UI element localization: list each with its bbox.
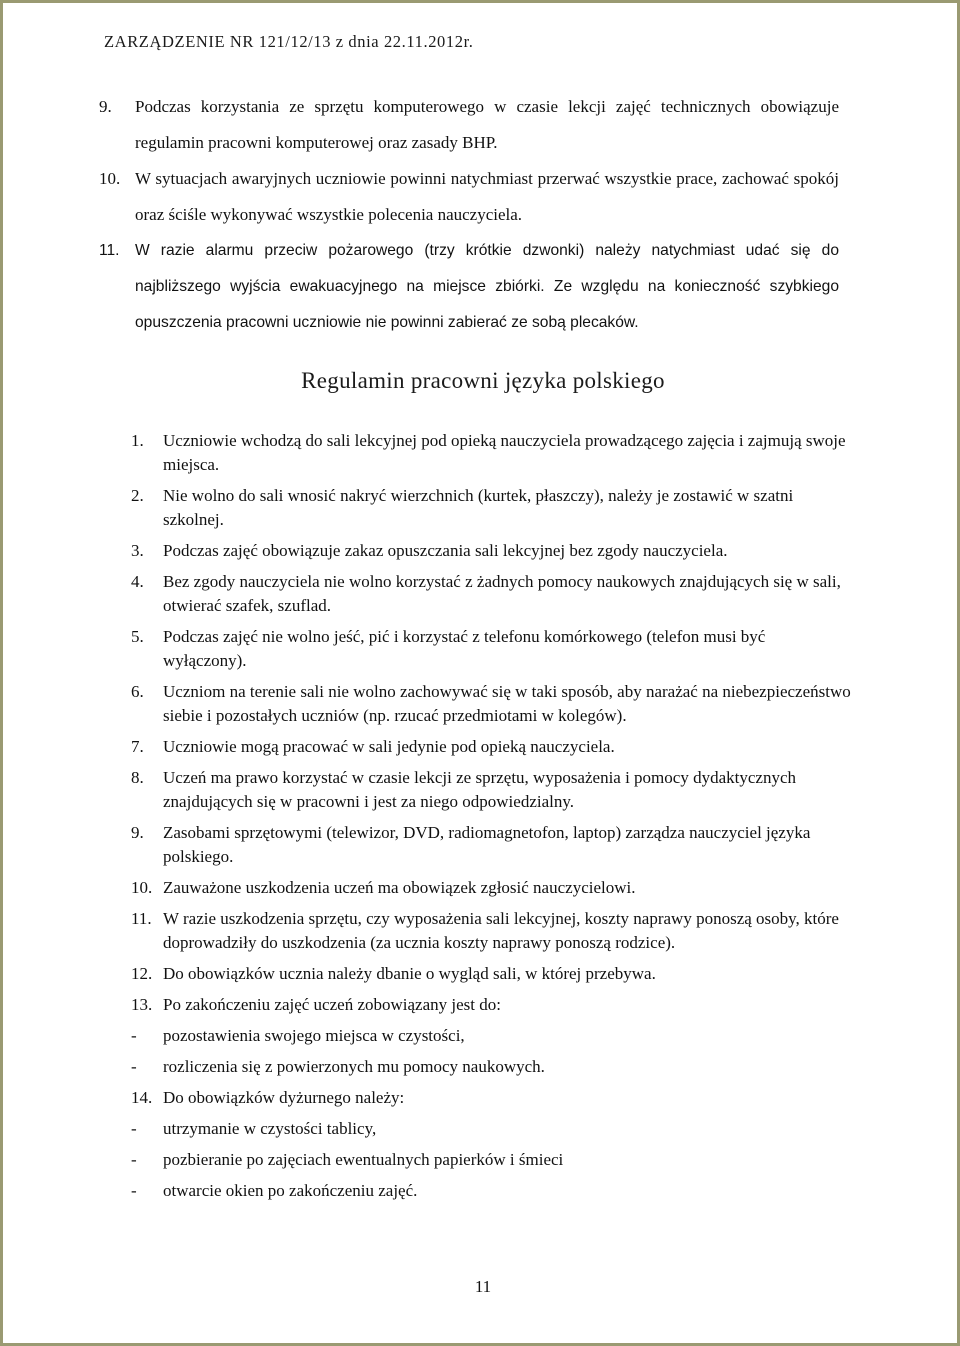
rule-text: Uczniowie mogą pracować w sali jedynie pod opieką nauczyciela.	[163, 737, 615, 756]
rule-number: 4.	[131, 572, 144, 591]
rule-item	[131, 625, 851, 673]
rule-bullet: -	[131, 1150, 137, 1169]
rule-number: 6.	[131, 682, 144, 701]
rule-item	[131, 570, 851, 618]
rule-text: Po zakończeniu zajęć uczeń zobowiązany jest do:	[163, 995, 501, 1014]
section-title: Regulamin pracowni języka polskiego	[301, 368, 665, 393]
rule-text: pozostawienia swojego miejsca w czystości,	[163, 1026, 465, 1045]
rule-number: 13.	[131, 995, 153, 1014]
rule-text: Uczniom na terenie sali nie wolno zachowywać się w taki sposób, aby narażać na niebezpieczeństwo siebie i pozostałych uczniów (np. rzucać przedmiotami w kolegów).	[163, 682, 851, 725]
rule-item	[131, 907, 851, 955]
list-item-text: W sytuacjach awaryjnych uczniowie powinni natychmiast przerwać wszystkie prace, zachować spokój oraz ściśle wykonywać wszystkie polecenia nauczyciela.	[135, 169, 839, 224]
rule-text: pozbieranie po zajęciach ewentualnych papierków i śmieci	[163, 1150, 564, 1169]
rule-text: Zauważone uszkodzenia uczeń ma obowiązek zgłosić nauczycielowi.	[163, 878, 636, 897]
rule-item	[131, 962, 851, 986]
rule-number: 7.	[131, 737, 144, 756]
rule-item	[131, 539, 851, 563]
rule-bullet: -	[131, 1181, 137, 1200]
rule-item	[131, 821, 851, 869]
rule-item	[131, 1086, 851, 1110]
rule-text: Uczniowie wchodzą do sali lekcyjnej pod opieką nauczyciela prowadzącego zajęcia i zajmują swoje miejsca.	[163, 431, 846, 474]
rule-subitem	[131, 1148, 851, 1172]
rule-subitem	[131, 1055, 851, 1079]
page-number: 11	[474, 1277, 492, 1296]
rule-number: 12.	[131, 964, 153, 983]
rule-number: 3.	[131, 541, 144, 560]
rule-text: Do obowiązków ucznia należy dbanie o wygląd sali, w której przebywa.	[163, 964, 656, 983]
rule-item	[131, 735, 851, 759]
rules-list	[131, 429, 851, 1210]
list-item	[99, 161, 839, 233]
rule-subitem	[131, 1024, 851, 1048]
rule-item	[131, 680, 851, 728]
rule-text: Bez zgody nauczyciela nie wolno korzystać z żadnych pomocy naukowych znajdujących się w sali, otwierać szafek, szuflad.	[163, 572, 841, 615]
rule-text: utrzymanie w czystości tablicy,	[163, 1119, 377, 1138]
rule-subitem	[131, 1117, 851, 1141]
list-item-text: Podczas korzystania ze sprzętu komputerowego w czasie lekcji zajęć technicznych obowiązuje regulamin pracowni komputerowej oraz zasady BHP.	[135, 97, 839, 152]
rule-number: 9.	[131, 823, 144, 842]
rule-number: 14.	[131, 1088, 153, 1107]
list-item-number: 10.	[99, 169, 121, 188]
rule-text: Zasobami sprzętowymi (telewizor, DVD, radiomagnetofon, laptop) zarządza nauczyciel języka polskiego.	[163, 823, 811, 866]
rule-item	[131, 993, 851, 1017]
rule-item	[131, 876, 851, 900]
list-item-number: 11.	[99, 242, 120, 259]
rule-text: Uczeń ma prawo korzystać w czasie lekcji ze sprzętu, wyposażenia i pomocy dydaktycznych znajdujących się w pracowni i jest za niego odpowiedzialny.	[163, 768, 796, 811]
rule-number: 1.	[131, 431, 144, 450]
rule-text: Podczas zajęć nie wolno jeść, pić i korzystać z telefonu komórkowego (telefon musi być wyłączony).	[163, 627, 766, 670]
rule-subitem	[131, 1179, 851, 1203]
rule-bullet: -	[131, 1119, 137, 1138]
rule-number: 2.	[131, 486, 144, 505]
rule-number: 5.	[131, 627, 144, 646]
rule-item	[131, 429, 851, 477]
rule-bullet: -	[131, 1026, 137, 1045]
rule-text: rozliczenia się z powierzonych mu pomocy naukowych.	[163, 1057, 545, 1076]
rule-text: Podczas zajęć obowiązuje zakaz opuszczania sali lekcyjnej bez zgody nauczyciela.	[163, 541, 728, 560]
rule-number: 8.	[131, 768, 144, 787]
top-numbered-list	[99, 89, 839, 341]
rule-number: 11.	[131, 909, 152, 928]
list-item	[99, 233, 839, 341]
rule-text: W razie uszkodzenia sprzętu, czy wyposażenia sali lekcyjnej, koszty naprawy ponoszą osoby, które doprowadziły do uszkodzenia (za ucznia koszty naprawy ponoszą rodzice).	[163, 909, 839, 952]
document-header: ZARZĄDZENIE NR 121/12/13 z dnia 22.11.2012r.	[104, 32, 474, 51]
rule-item	[131, 766, 851, 814]
list-item-number: 9.	[99, 97, 112, 116]
list-item	[99, 89, 839, 161]
list-item-text: W razie alarmu przeciw pożarowego (trzy krótkie dzwonki) należy natychmiast udać się do najbliższego wyjścia ewakuacyjnego na miejsce zbiórki. Ze względu na konieczność szybkiego opuszczenia pracowni uczniowie nie powinni zabierać ze sobą plecaków.	[135, 242, 839, 331]
rule-text: otwarcie okien po zakończeniu zajęć.	[163, 1181, 418, 1200]
rule-bullet: -	[131, 1057, 137, 1076]
rule-text: Nie wolno do sali wnosić nakryć wierzchnich (kurtek, płaszczy), należy je zostawić w szatni szkolnej.	[163, 486, 794, 529]
rule-number: 10.	[131, 878, 153, 897]
rule-text: Do obowiązków dyżurnego należy:	[163, 1088, 405, 1107]
rule-item	[131, 484, 851, 532]
